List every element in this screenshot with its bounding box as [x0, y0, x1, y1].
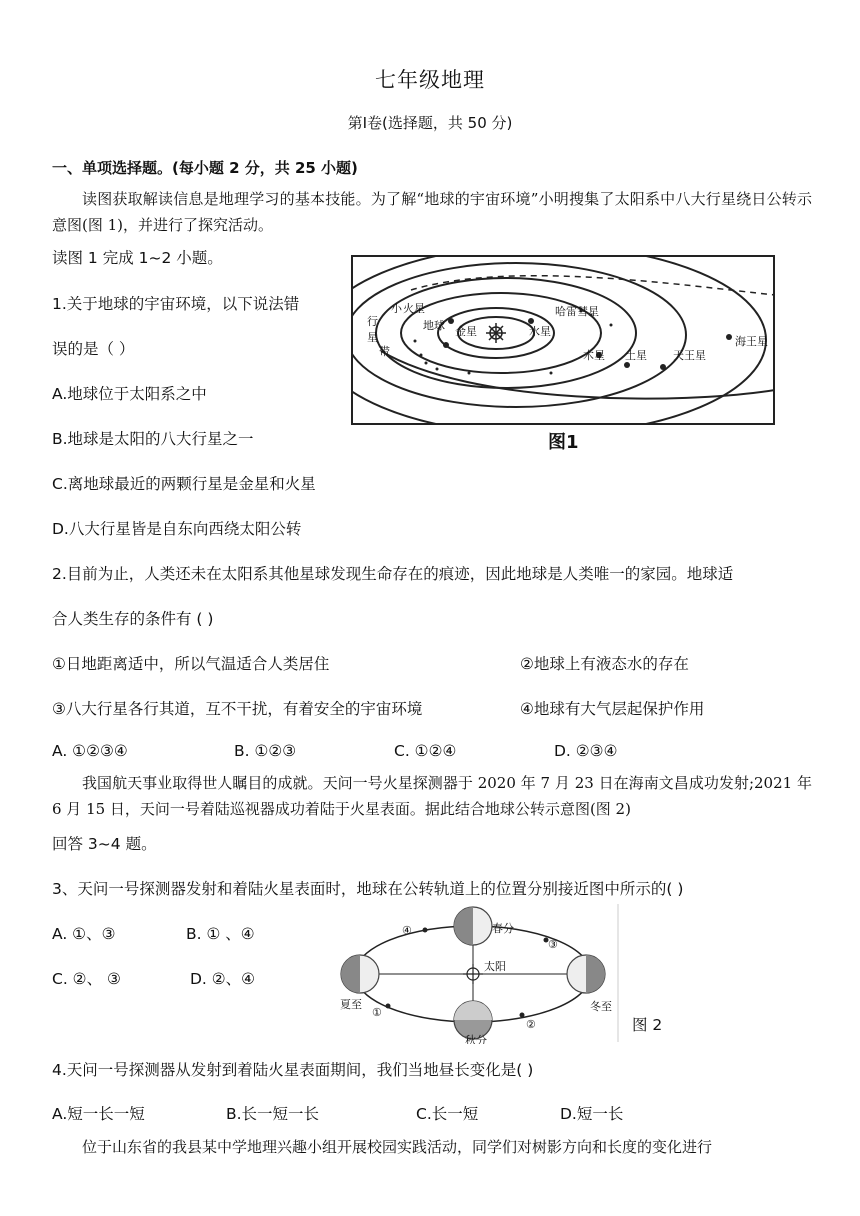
q4-option-c[interactable]: C.长一短: [416, 1105, 479, 1123]
q4-option-b[interactable]: B.长一短一长: [226, 1105, 320, 1123]
fig1-label-asteroid-3: 带: [379, 345, 390, 358]
q2-condition-4: ④地球有大气层起保护作用: [520, 700, 705, 718]
q1-option-c[interactable]: C.离地球最近的两颗行星是金星和火星: [52, 475, 316, 493]
fig2-label-spring: 春分: [492, 922, 514, 935]
page-title: 七年级地理: [375, 68, 485, 92]
fig2-label-position-1: ①: [372, 1006, 382, 1019]
fig1-label-earth: 地球: [423, 319, 445, 332]
q4-stem: 4.天问一号探测器从发射到着陆火星表面期间，我们当地昼长变化是( ): [52, 1061, 534, 1079]
fig1-label-halley: 哈雷彗星: [555, 305, 599, 318]
q2-option-d[interactable]: D. ②③④: [554, 742, 618, 760]
q1-option-b[interactable]: B.地球是太阳的八大行星之一: [52, 430, 254, 448]
figure-2-earth-orbit: [330, 902, 625, 1044]
q2-option-c[interactable]: C. ①②④: [394, 742, 457, 760]
fig2-label-summer: 夏至: [340, 998, 362, 1011]
q2-stem-line2: 合人类生存的条件有 ( ): [52, 610, 214, 628]
fig1-label-saturn: 土星: [625, 349, 647, 362]
section-heading: 一、单项选择题。(每小题 2 分，共 25 小题): [52, 159, 358, 177]
q3-option-b[interactable]: B. ① 、④: [186, 925, 255, 943]
q2-condition-1: ①日地距离适中，所以气温适合人类居住: [52, 655, 330, 673]
q3-stem: 3、天问一号探测器发射和着陆火星表面时，地球在公转轨道上的位置分别接近图中所示的( ): [52, 880, 684, 898]
q3-option-d[interactable]: D. ②、④: [190, 970, 256, 988]
fig1-label-jupiter: 木星: [583, 349, 605, 362]
q2-condition-2: ②地球上有液态水的存在: [520, 655, 689, 673]
fig2-label-position-2: ②: [526, 1018, 536, 1031]
figure-2-caption: 图 2: [632, 1016, 663, 1034]
figure-1-caption: 图1: [548, 432, 579, 453]
q1-option-d[interactable]: D.八大行星皆是自东向西绕太阳公转: [52, 520, 302, 538]
fig1-label-asteroid-2: 星: [367, 331, 378, 344]
fig1-label-mars: 火星: [403, 302, 425, 315]
q2-option-b[interactable]: B. ①②③: [234, 742, 297, 760]
fig1-label-uranus: 天王星: [673, 349, 706, 362]
intro-paragraph-2-tail: 回答 3~4 题。: [52, 835, 157, 853]
q2-stem-line1: 2.目前为止，人类还未在太阳系其他星球发现生命存在的痕迹，因此地球是人类唯一的家园。地球适: [52, 565, 734, 583]
q2-condition-3: ③八大行星各行其道，互不干扰，有着安全的宇宙环境: [52, 700, 423, 718]
q1-stem-line2: 误的是（ ）: [52, 340, 135, 358]
q1-stem-line1: 1.关于地球的宇宙环境，以下说法错: [52, 295, 300, 313]
q4-option-a[interactable]: A.短一长一短: [52, 1105, 145, 1123]
page-subtitle: 第Ⅰ卷(选择题，共 50 分): [347, 114, 513, 132]
fig1-label-small: 小: [391, 302, 402, 315]
figure-1-solar-system: [351, 255, 775, 425]
fig2-label-position-4: ④: [402, 924, 412, 937]
fig2-label-winter: 冬至: [590, 1000, 612, 1013]
q2-option-a[interactable]: A. ①②③④: [52, 742, 128, 760]
q3-option-c[interactable]: C. ②、 ③: [52, 970, 121, 988]
fig2-label-sun: 太阳: [484, 960, 506, 973]
q4-option-d[interactable]: D.短一长: [560, 1105, 624, 1123]
intro-paragraph-1: 读图获取解读信息是地理学习的基本技能。为了解“地球的宇宙环境”小明搜集了太阳系中八大行星绕日公转示意图(图 1)，并进行了探究活动。: [52, 190, 812, 234]
intro-paragraph-2: 我国航天事业取得世人瞩目的成就。天问一号火星探测器于 2020 年 7 月 23 日在海南文昌成功发射;2021 年 6 月 15 日，天问一号着陆巡视器成功着陆于火星表面。据此结合地球公转示意图(图 2): [52, 774, 812, 818]
read-figure-1-instruction: 读图 1 完成 1~2 小题。: [52, 249, 223, 267]
fig1-label-mercury: 水星: [529, 325, 551, 338]
fig1-label-neptune: 海王星: [735, 335, 768, 348]
fig2-label-position-3: ③: [548, 938, 558, 951]
intro-paragraph-3: 位于山东省的我县某中学地理兴趣小组开展校园实践活动，同学们对树影方向和长度的变化进行: [82, 1138, 713, 1156]
fig1-label-asteroid-1: 行: [367, 315, 378, 328]
q3-option-a[interactable]: A. ①、③: [52, 925, 116, 943]
fig2-label-autumn: 秋分: [465, 1034, 487, 1044]
fig1-label-venus: 金星: [455, 325, 477, 338]
q1-option-a[interactable]: A.地球位于太阳系之中: [52, 385, 207, 403]
